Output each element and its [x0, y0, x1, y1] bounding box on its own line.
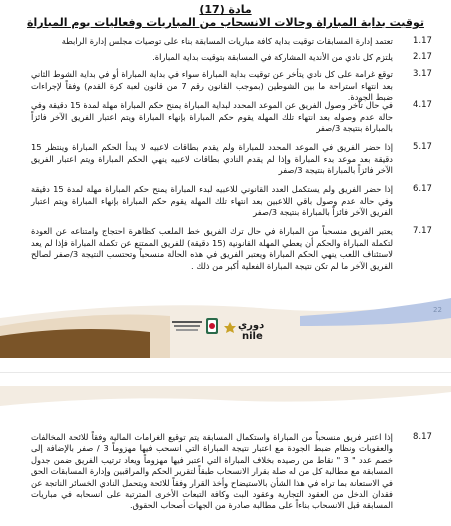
header-wave-decoration [0, 386, 451, 422]
clause-text: إذا حضر الفريق في الموعد المحدد للمباراة ولم يقدم بطاقات لاعبيه لا يبدأ الحكم المباراة وينتظر 15 دقيقة بعد موعد بدء المباراة وإذا لم يقدم النادي بطاقات لاعبيه ينهي الحكم المباراة ويتم اعتبار الفريق الآخر فائزاً بالمباراة بنتيجة 3/صفر [31, 142, 393, 176]
article-heading [0, 3, 451, 29]
page-divider [0, 372, 451, 373]
efa-logo-icon [172, 318, 218, 334]
svg-text:دوري: دوري [238, 320, 265, 331]
clause-text: يلتزم كل نادي من الأندية المشاركة في المسابقة بتوقيت بداية المباراة. [152, 52, 393, 62]
document-page-2 [0, 386, 451, 526]
clause-text: تعتمد إدارة المسابقات توقيت بداية كافة مباريات المسابقة بناء على توصيات مجلس إدارة الرابطة [61, 36, 393, 46]
nile-league-logo-icon [224, 320, 264, 342]
clause-text: في حال تأخر وصول الفريق عن الموعد المحدد لبداية المباراة يمنح حكم المباراة مهلة لمدة 15 دقيقة وفي حالة عدم وصوله بعد انتهاء تلك المهلة يقوم حكم المباراة بإنهاء المباراة ويتم اعتبار الفريق الآخر فائزاً بالمباراة بنتيجة 3/صفر [31, 100, 393, 134]
clause-number: 7.17 [413, 226, 432, 236]
clause-number: 5.17 [413, 142, 432, 152]
svg-text:nile: nile [242, 331, 263, 342]
clause-number: 4.17 [413, 100, 432, 110]
clause-text: إذا حضر الفريق ولم يستكمل العدد القانوني للاعبيه لبدء المباراة يمنح حكم المباراة مهلة لمدة 15 دقيقة وفي حالة عدم وصول باقي اللاعبين بعد انتهاء تلك المهلة يقوم حكم المباراة بإنهاء المباراة ويتم اعتبار الفريق الآخر فائزاً بالمباراة بنتيجة 3/صفر [31, 184, 393, 218]
article-number: مادة (17) [199, 3, 252, 16]
clause-number: 1.17 [413, 36, 432, 46]
clause-text: يعتبر الفريق منسحباً من المباراة في حال ترك الفريق خط الملعب كظاهرة احتجاج وامتناعه عن العودة لتكملة المباراة والحكم أن يعطي المهلة القانونية (15 دقيقة) للفريق الممتنع عن تكملة المباراة فإذا لم يعد لاستئناف اللعب ينهي الحكم المباراة ويعتبر الفريق في هذه الحالة منسحباً وتحتسب النتيجة 3/صفر لصالح الفريق الآخر ما لم تكن نتيجة المباراة الفعلية أكبر من ذلك . [31, 226, 393, 271]
clause-text: إذا اعتبر فريق منسحباً من المباراة واستكمال المسابقة يتم توقيع الغرامات المالية وفقاً للائحة المخالفات والعقوبات ونظام ضبط الجودة مع اعتبار نتيجة المباراة التي انسحب فيها مهزوماً 3 / صفر بالإضافة إلى خصم عدد " 3 " نقاط من رصيده بخلاف المباراة التي اعتبر فيها مهزوماً ويعاد ترتيب الفريق ضمن جدول المسابقة مع مطالبة كل من له صلة بقرار الانسحاب طبقاً لتقرير الحكم والمراقبين وإدارة المسابقات الحق في الاستعانة بما تراه في هذا الشأن بالاستيضاح وأخذ القرار وفقاً للائحة ويتحمل النادي الخسائر الناتجة عن فقدان الدخل من العقود التجارية وعقود البث وكافة التبعات الأخرى المترتبة على انسحابه في مباريات المسابقة قبل الانسحاب بناءاً على مطالبة صادرة من الجهات أصحاب الحقوق. [31, 432, 393, 511]
footer-logos [170, 308, 290, 348]
clause-number: 3.17 [413, 69, 432, 79]
clause-text: توقع غرامة على كل نادي يتأخر عن توقيت بداية المباراة سواء في بداية المباراة أو في بداية الشوط الثاني بعد انتهاء استراحة ما بين الشوطين (بموجب القانون رقم 7 من قانون لعبة كرة القدم) وفقاً لإجراءات ضبط الجودة. [31, 69, 393, 103]
article-title: توقيت بداية المباراة وحالات الانسحاب من المباريات وفعاليات يوم المباراة [27, 16, 424, 29]
clause-number: 8.17 [413, 432, 432, 442]
page-number: 22 [433, 306, 442, 314]
clause-number: 6.17 [413, 184, 432, 194]
clause-number: 2.17 [413, 52, 432, 62]
